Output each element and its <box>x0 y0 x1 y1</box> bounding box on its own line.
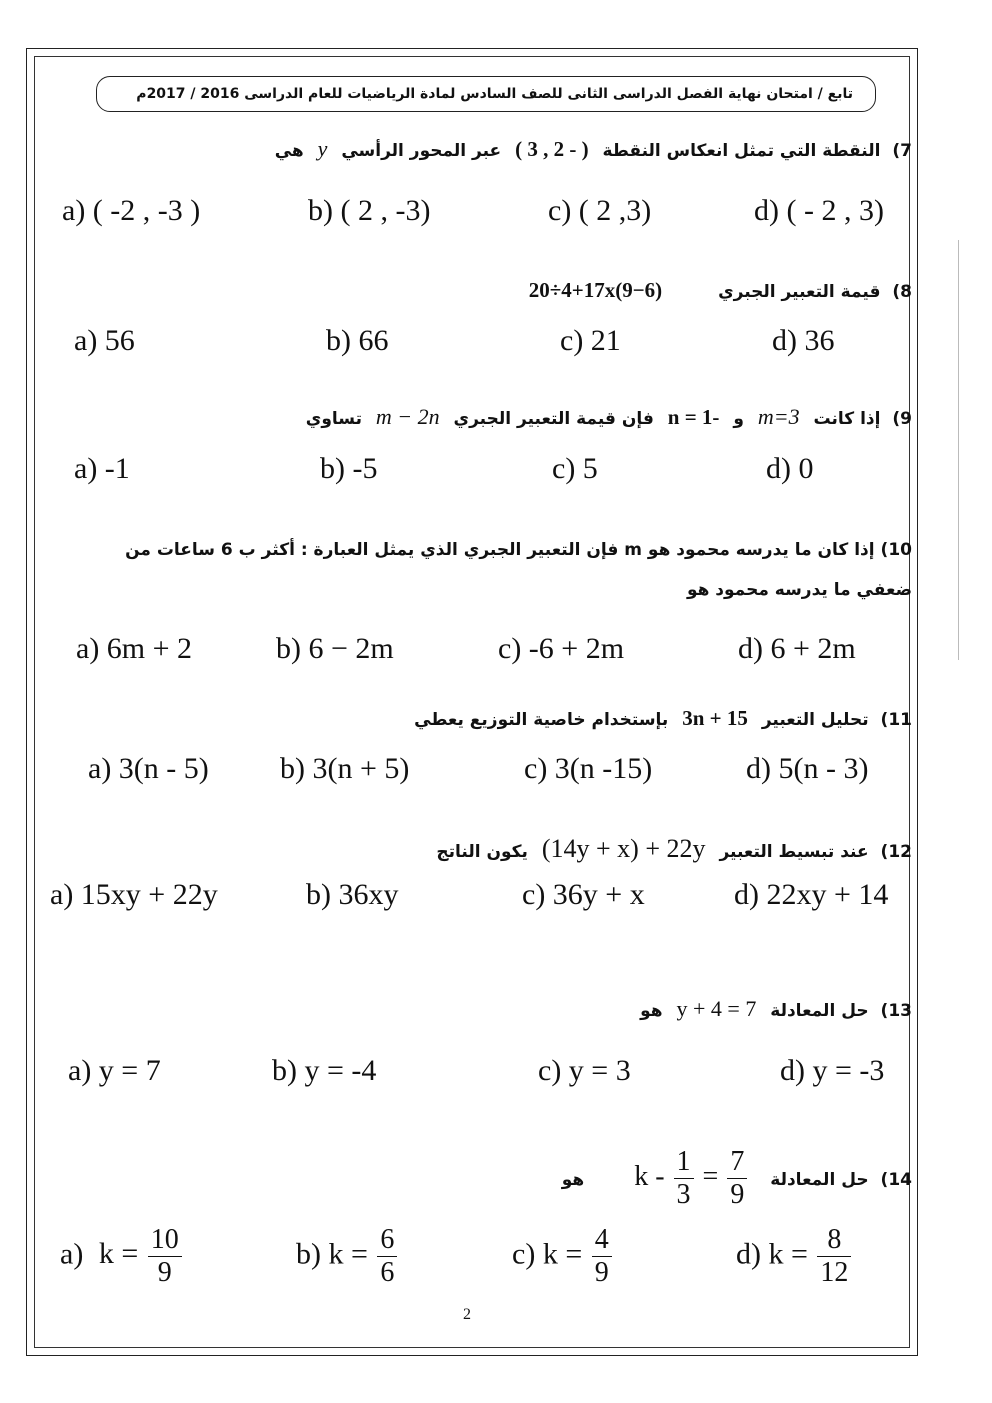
scan-artifact-line <box>958 240 959 660</box>
q10-option-b[interactable]: b) 6 − 2m <box>276 632 394 665</box>
q9-option-b[interactable]: b) -5 <box>320 452 378 485</box>
q11-option-c[interactable]: c) 3(n -15) <box>524 752 653 785</box>
q14-option-d[interactable]: d) k = $\frac{8}{12}$ <box>736 1224 853 1289</box>
q8-option-c[interactable]: c) 21 <box>560 324 621 357</box>
q12-option-a[interactable]: a) 15xy + 22y <box>50 878 218 911</box>
q8-option-b[interactable]: b) 66 <box>326 324 389 357</box>
q14-fraction-1: $\frac{1}{3}$ <box>674 1146 694 1211</box>
question-10-line-1: 10) إذا كان ما يدرسه محمود هو m فإن التعبير الجبري الذي يمثل العبارة : أكثر ب 6 ساعات من <box>125 540 912 560</box>
q9-option-d[interactable]: d) 0 <box>766 452 814 485</box>
q12-option-c[interactable]: c) 36y + x <box>522 878 645 911</box>
question-7: 7) النقطة التي تمثل انعكاس النقطة ( 3 , 2 - ) عبر المحور الرأسي y هي <box>274 136 912 161</box>
q12-option-d[interactable]: d) 22xy + 14 <box>734 878 889 911</box>
q9-option-a[interactable]: a) -1 <box>74 452 130 485</box>
q11-option-b[interactable]: b) 3(n + 5) <box>280 752 410 785</box>
q14-option-c-fraction: $\frac{4}{9}$ <box>592 1224 612 1289</box>
q13-option-d[interactable]: d) y = -3 <box>780 1054 885 1087</box>
q14-option-d-fraction: $\frac{8}{12}$ <box>817 1224 851 1289</box>
q11-option-a[interactable]: a) 3(n - 5) <box>88 752 209 785</box>
q9-option-c[interactable]: c) 5 <box>552 452 598 485</box>
exam-header-title: تابع / امتحان نهاية الفصل الدراسى الثانى للصف السادس لمادة الرياضيات للعام الدراسى 2016 / 2017م <box>136 86 853 102</box>
q10-option-d[interactable]: d) 6 + 2m <box>738 632 856 665</box>
question-10-line-2: ضعفي ما يدرسه محمود هو <box>686 580 912 600</box>
q13-option-a[interactable]: a) y = 7 <box>68 1054 161 1087</box>
question-8: 8) قيمة التعبير الجبري 20÷4+17x(9−6) <box>528 278 912 302</box>
q14-option-a[interactable]: a) k = $\frac{10}{9}$ <box>60 1224 184 1289</box>
question-10 <box>72 530 912 610</box>
question-14: 14) حل المعادلة k - $\frac{1}{3}$ = $\frac{7}{9}$ هو <box>561 1146 912 1211</box>
q10-option-a[interactable]: a) 6m + 2 <box>76 632 193 665</box>
q8-option-d[interactable]: d) 36 <box>772 324 835 357</box>
q7-option-c[interactable]: c) ( 2 ,3) <box>548 194 652 227</box>
question-9: 9) إذا كانت m=3 و n = 1- فإن قيمة التعبير الجبري m − 2n تساوي <box>305 404 912 429</box>
q14-option-b[interactable]: b) k = $\frac{6}{6}$ <box>296 1224 399 1289</box>
q10-option-c[interactable]: c) -6 + 2m <box>498 632 625 665</box>
q12-option-b[interactable]: b) 36xy <box>306 878 399 911</box>
q14-option-c[interactable]: c) k = $\frac{4}{9}$ <box>512 1224 614 1289</box>
page-number: 2 <box>463 1306 471 1323</box>
question-12: 12) عند تبسيط التعبير (14y + x) + 22y يكون الناتج <box>436 834 912 863</box>
exam-header <box>96 76 876 112</box>
q13-option-c[interactable]: c) y = 3 <box>538 1054 631 1087</box>
q11-option-d[interactable]: d) 5(n - 3) <box>746 752 869 785</box>
question-11: 11) تحليل التعبير 3n + 15 بإستخدام خاصية التوزيع يعطي <box>414 706 912 730</box>
question-13: 13) حل المعادلة y + 4 = 7 هو <box>640 996 912 1021</box>
q13-option-b[interactable]: b) y = -4 <box>272 1054 377 1087</box>
q7-option-a[interactable]: a) ( -2 , -3 ) <box>62 194 201 227</box>
q14-option-a-fraction: $\frac{10}{9}$ <box>148 1224 182 1289</box>
q14-option-b-fraction: $\frac{6}{6}$ <box>377 1224 397 1289</box>
q7-option-b[interactable]: b) ( 2 , -3) <box>308 194 431 227</box>
q14-equation: k - $\frac{1}{3}$ = $\frac{7}{9}$ <box>634 1161 756 1192</box>
q14-fraction-2: $\frac{7}{9}$ <box>727 1146 747 1211</box>
q7-option-d[interactable]: d) ( - 2 , 3) <box>754 194 884 227</box>
q8-option-a[interactable]: a) 56 <box>74 324 135 357</box>
